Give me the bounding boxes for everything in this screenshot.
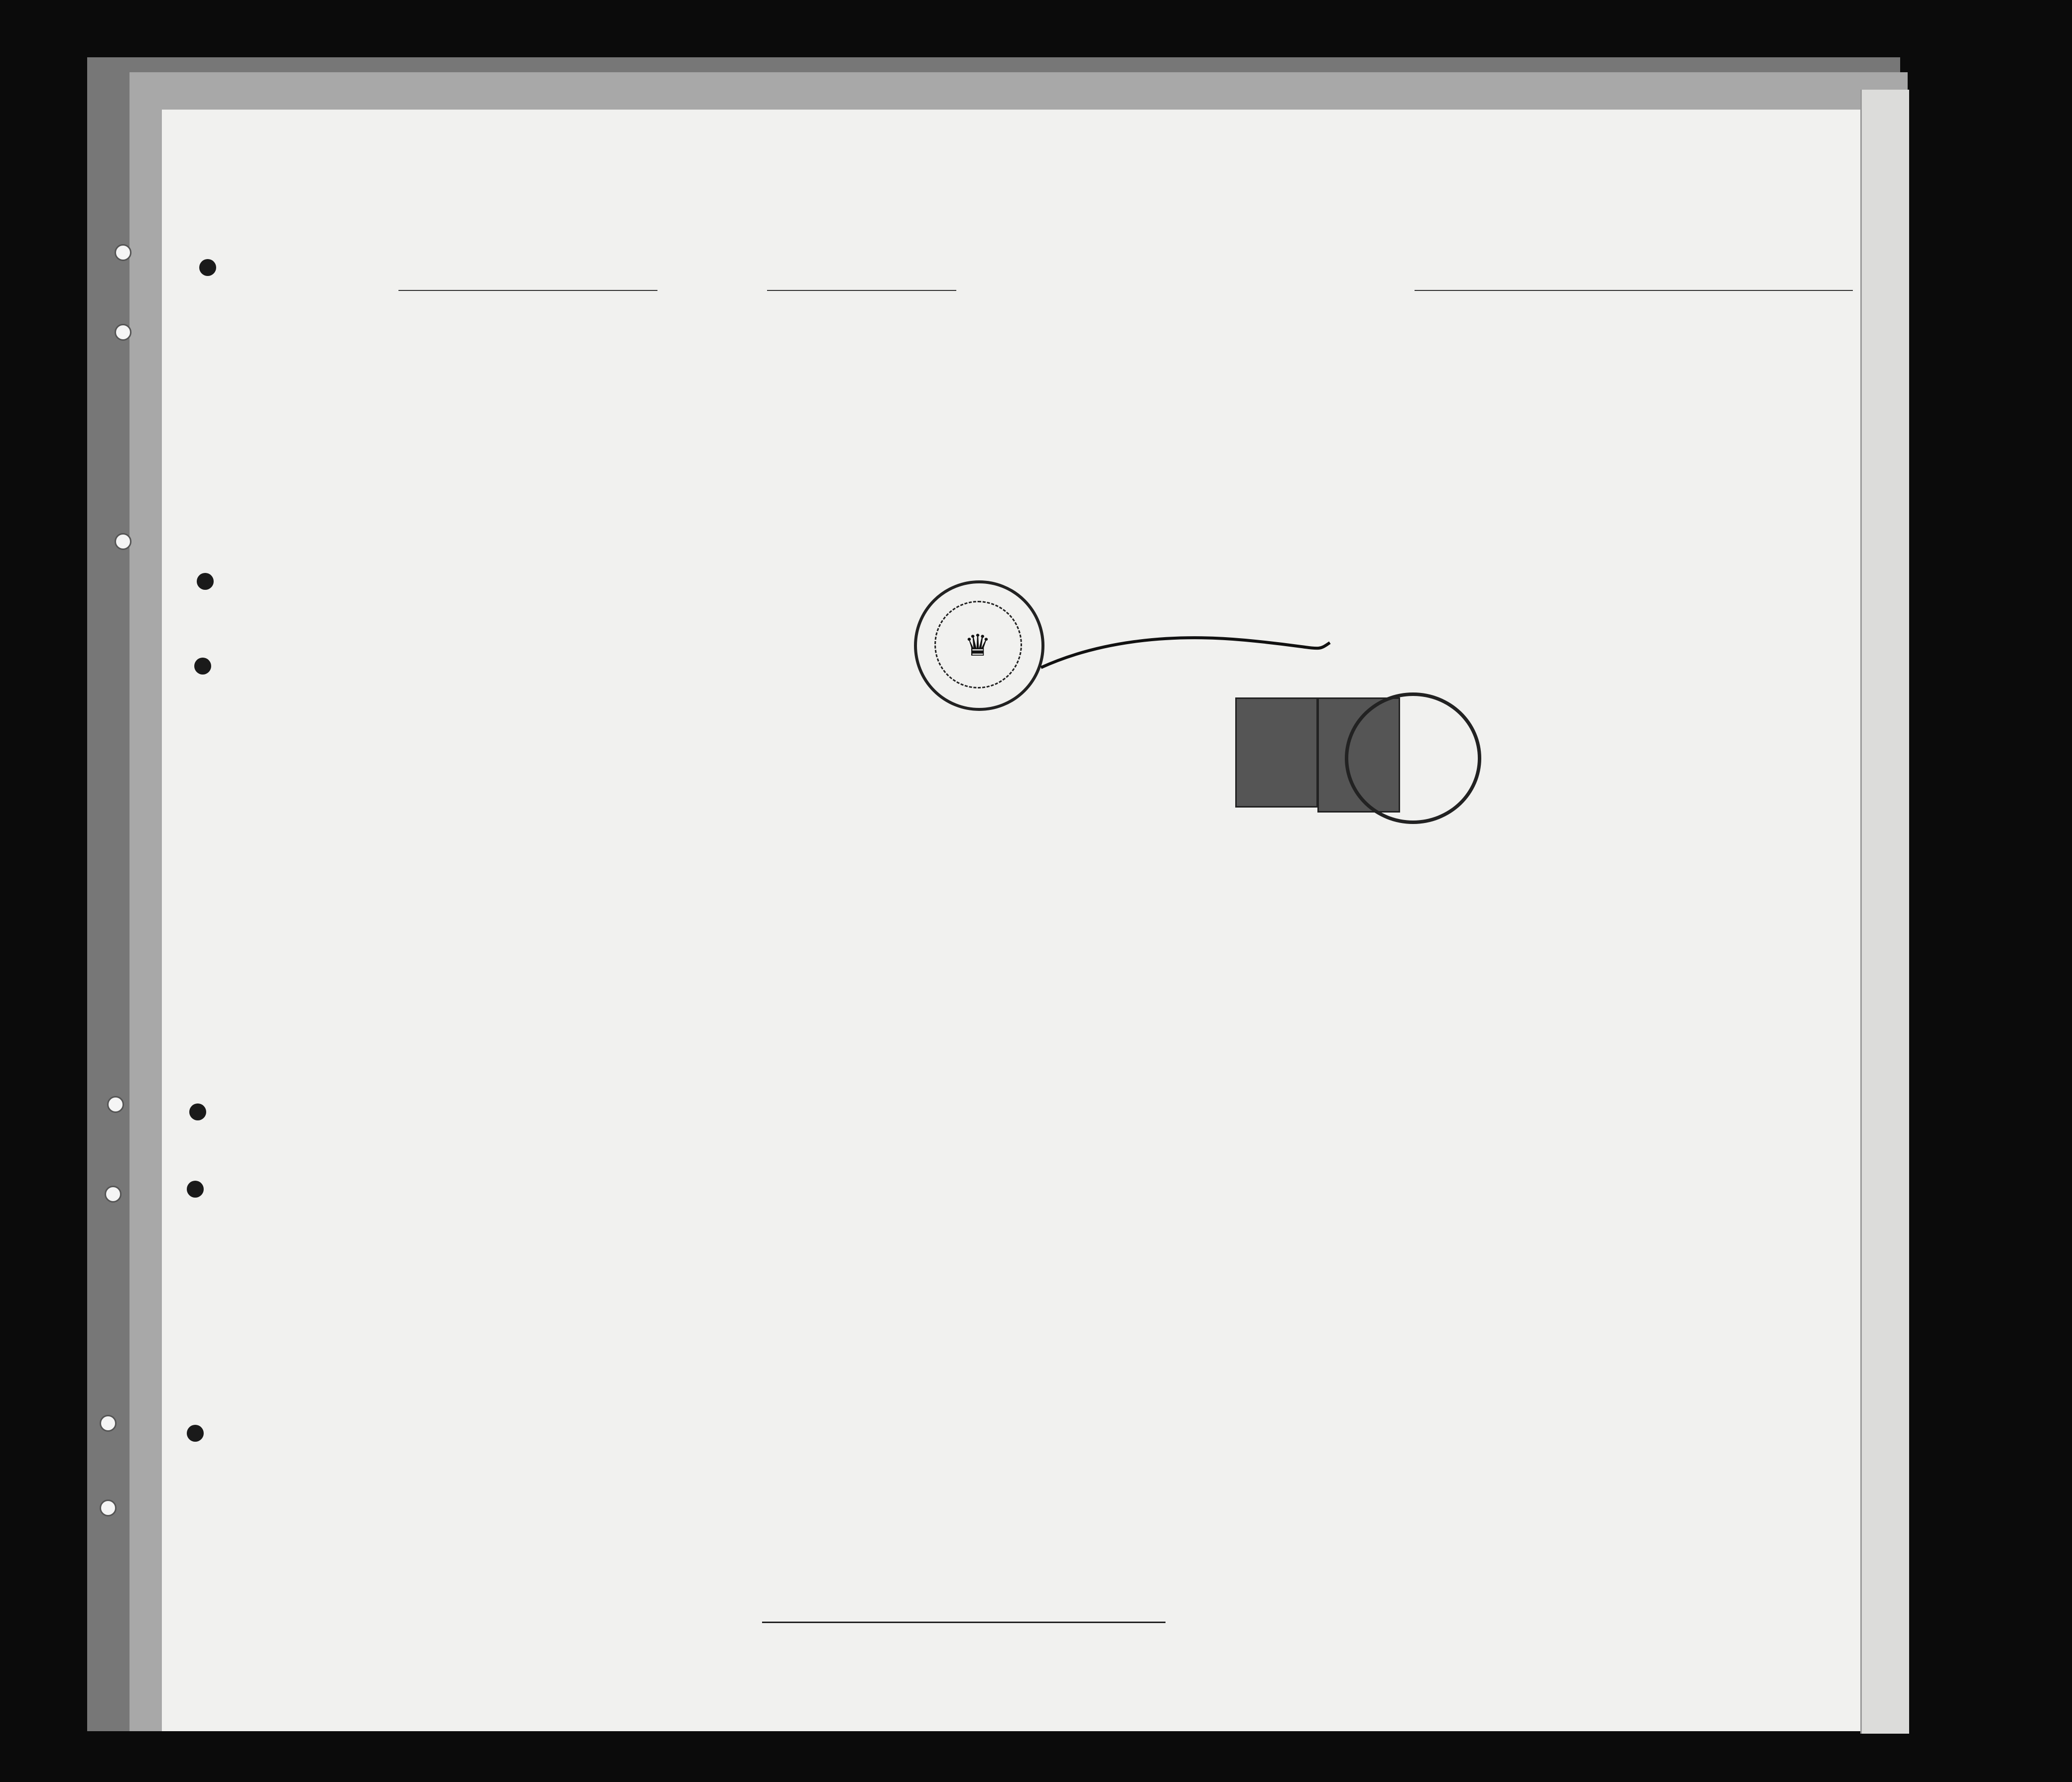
- postmark: [1345, 692, 1481, 824]
- consulate-seal: [914, 580, 1044, 711]
- inspector-signature-line: [762, 1622, 1166, 1623]
- signature-flourish: [1036, 623, 1335, 683]
- revenue-stamp: [1235, 697, 1318, 808]
- crest-icon: ♛: [964, 629, 991, 662]
